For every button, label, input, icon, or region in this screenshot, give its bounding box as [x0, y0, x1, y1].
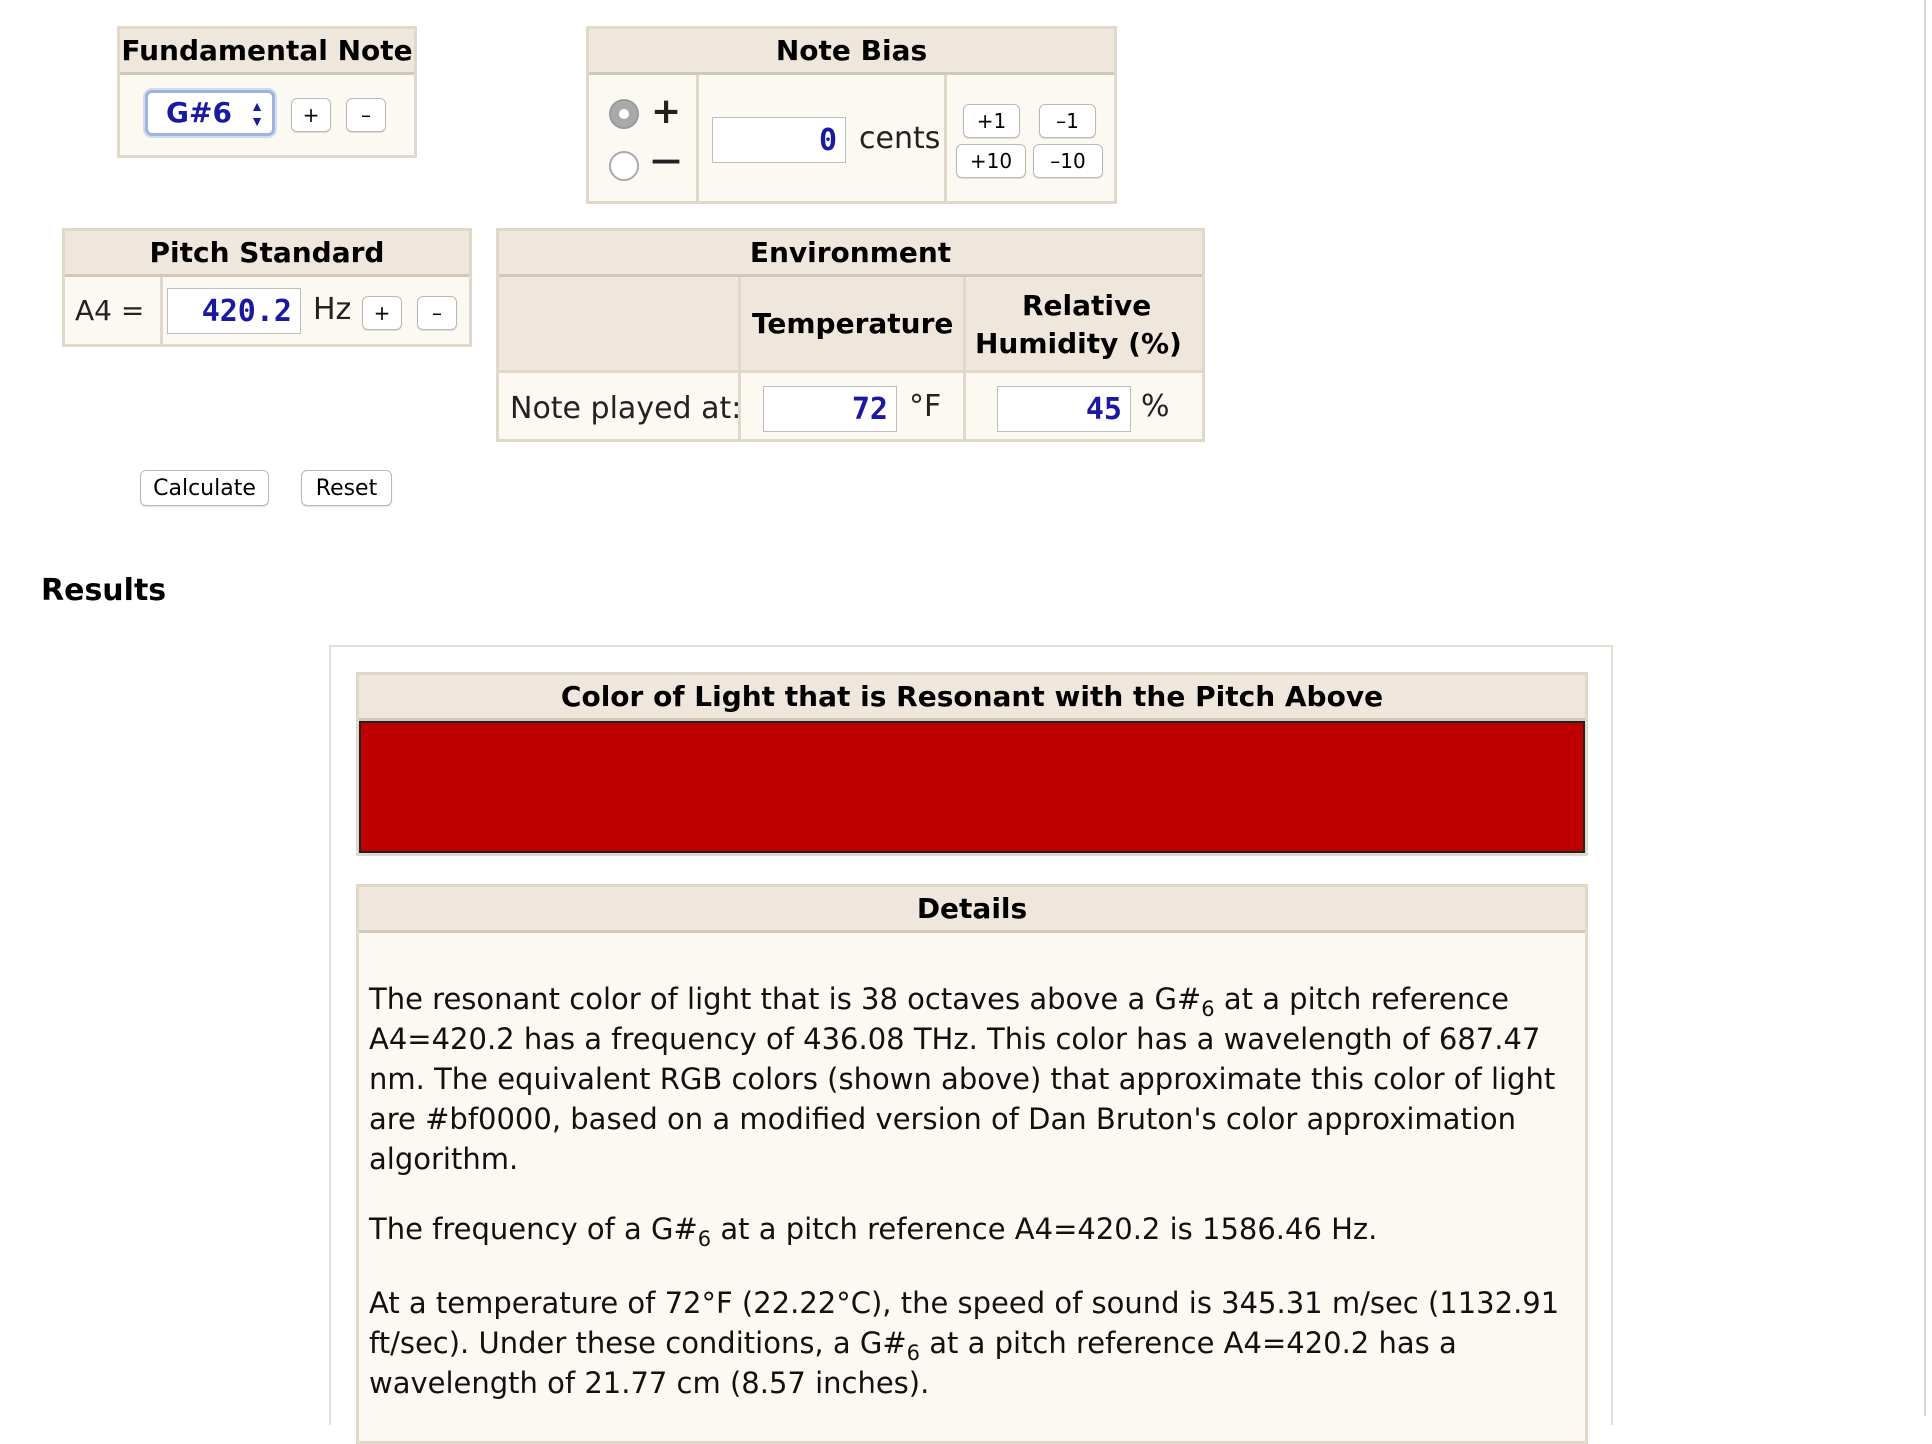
results-container: [329, 645, 1613, 1425]
divider: [499, 370, 1202, 373]
details-paragraph-frequency: The frequency of a $G\#_6$ at a pitch reference A4=420.2 is 1586.46 Hz.: [369, 1212, 1378, 1251]
divider: [944, 75, 947, 204]
environment-panel: [496, 228, 1205, 442]
calculate-button[interactable]: Calculate: [140, 470, 269, 506]
scrollbar-track[interactable]: [1924, 0, 1926, 1416]
bias-negative-radio[interactable]: [609, 151, 639, 181]
pitch-unit-label: Hz: [313, 292, 352, 327]
note-decrement-button[interactable]: –: [346, 98, 386, 132]
environment-title: Environment: [499, 231, 1202, 277]
details-panel: [356, 884, 1588, 1444]
details-paragraph-color: The resonant color of light that is 38 octaves above a $G\#_6$ at a pitch reference A4=420.2 has a frequency of 436.08 THz. This color has a wavelength of 687.47 nm. The equivalent RGB colors (shown above) that approximate this color of light are #bf0000, based on a modified version of Dan Bruton's color approximation algorithm.: [369, 982, 1556, 1176]
note-select-value: G#6: [166, 96, 232, 129]
note-increment-button[interactable]: +: [291, 98, 331, 132]
bias-minus10-button[interactable]: –10: [1033, 144, 1103, 178]
cents-input[interactable]: 0: [712, 117, 846, 163]
cents-unit-label: cents: [859, 121, 941, 156]
pitch-standard-title: Pitch Standard: [65, 231, 469, 277]
divider: [160, 277, 163, 347]
humidity-column-header-line1: Relative: [1022, 289, 1152, 322]
resonant-color-title: Color of Light that is Resonant with the Pitch Above: [359, 675, 1585, 721]
note-played-at-label: Note played at:: [510, 391, 742, 426]
bias-plus1-button[interactable]: +1: [963, 104, 1020, 138]
details-paragraph-wavelength: At a temperature of 72°F (22.22°C), the speed of sound is 345.31 m/sec (1132.91 ft/sec). Under these conditions, a $G\#_6$ at a pitch reference A4=420.2 has a wavelength of 21.77 cm (8.57 inches).: [369, 1286, 1560, 1400]
pitch-standard-input[interactable]: 420.2: [167, 288, 301, 334]
humidity-column-header-line2: Humidity (%): [975, 327, 1182, 360]
bias-negative-label: —: [651, 143, 681, 178]
note-bias-title: Note Bias: [589, 29, 1114, 75]
bias-minus1-button[interactable]: –1: [1039, 104, 1096, 138]
results-heading: Results: [41, 573, 167, 608]
details-title: Details: [359, 887, 1585, 933]
chevron-updown-icon: ▲ ▼: [250, 98, 264, 129]
note-select[interactable]: [145, 90, 275, 136]
bias-positive-label: +: [651, 91, 682, 132]
pitch-increment-button[interactable]: +: [362, 296, 402, 330]
reset-button[interactable]: Reset: [301, 470, 392, 506]
pitch-decrement-button[interactable]: –: [417, 296, 457, 330]
fundamental-note-title: Fundamental Note: [120, 29, 414, 75]
temperature-column-header: Temperature: [752, 307, 954, 340]
resonant-color-panel: [356, 672, 1588, 856]
humidity-input[interactable]: 45: [997, 386, 1131, 432]
divider: [696, 75, 699, 204]
fundamental-note-panel: [117, 26, 417, 158]
pitch-standard-panel: [62, 228, 472, 347]
note-bias-panel: [586, 26, 1117, 204]
bias-plus10-button[interactable]: +10: [956, 144, 1026, 178]
environment-empty-header-cell: [499, 277, 738, 370]
temperature-unit-label: °F: [909, 389, 942, 424]
divider: [963, 277, 966, 442]
temperature-input[interactable]: 72: [763, 386, 897, 432]
resonant-color-swatch: [359, 721, 1585, 853]
pitch-reference-label: A4 =: [75, 294, 145, 327]
humidity-unit-label: %: [1141, 389, 1170, 424]
bias-positive-radio[interactable]: [609, 99, 639, 129]
